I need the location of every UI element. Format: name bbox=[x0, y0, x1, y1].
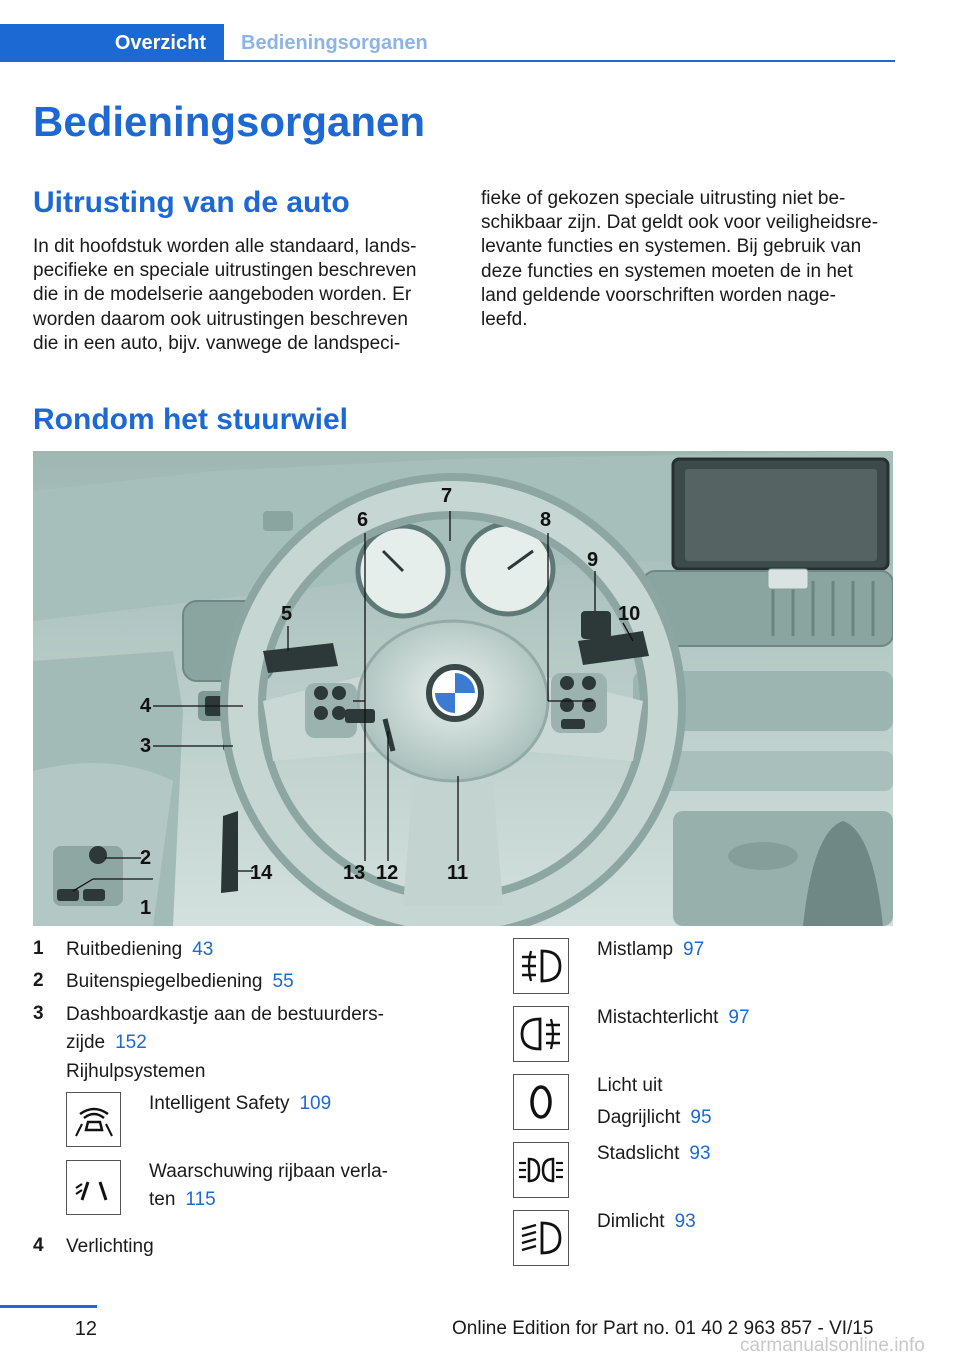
page-ref-link[interactable]: 97 bbox=[683, 939, 705, 960]
legend-label: Licht uit bbox=[597, 1075, 663, 1096]
callout-7: 7 bbox=[441, 485, 453, 507]
tab-bedieningsorganen[interactable]: Bedieningsorganen bbox=[241, 31, 428, 54]
legend-item-1 bbox=[66, 938, 213, 962]
page-ref-link[interactable]: 93 bbox=[674, 1211, 696, 1232]
fog-light-rear-icon bbox=[513, 1006, 569, 1062]
legend-num: 1 bbox=[33, 938, 44, 959]
light-item-fog-front bbox=[597, 938, 704, 962]
legend-label: zijde bbox=[66, 1032, 106, 1053]
light-item-fog-rear bbox=[597, 1006, 750, 1030]
callout-1: 1 bbox=[140, 897, 152, 919]
intro-line: schikbaar zijn. Dat geldt ook voor veiligheidsre- bbox=[481, 212, 879, 234]
callout-12: 12 bbox=[376, 862, 399, 884]
callout-13: 13 bbox=[343, 862, 366, 884]
page-ref-link[interactable]: 97 bbox=[728, 1007, 750, 1028]
page-ref-link[interactable]: 95 bbox=[690, 1107, 712, 1128]
legend-item-4: Verlichting bbox=[66, 1236, 154, 1257]
watermark: carmanualsonline.info bbox=[740, 1335, 925, 1356]
intro-line: pecifieke en speciale uitrustingen beschreven bbox=[33, 260, 417, 282]
legend-label: Buitenspiegelbediening bbox=[66, 971, 263, 992]
intro-line: fieke of gekozen speciale uitrusting niet be- bbox=[481, 188, 846, 209]
legend-label: Intelligent Safety bbox=[149, 1093, 290, 1114]
intro-column-1 bbox=[33, 235, 443, 356]
section-heading-uitrusting: Uitrusting van de auto bbox=[33, 186, 350, 219]
steering-wheel-illustration bbox=[33, 451, 893, 926]
rijhulp-label: Rijhulpsystemen bbox=[66, 1061, 206, 1082]
tab-overzicht[interactable]: Overzicht bbox=[0, 24, 224, 62]
legend-label: Stadslicht bbox=[597, 1143, 680, 1164]
steering-wheel-drawing bbox=[33, 451, 893, 926]
intro-line: levante functies en systemen. Bij gebruik van bbox=[481, 236, 862, 258]
rijhulp-item-safety bbox=[149, 1092, 331, 1116]
legend-label: Dashboardkastje aan de bestuurders- bbox=[66, 1004, 384, 1025]
light-off-icon bbox=[513, 1074, 569, 1130]
intro-line: land geldende voorschriften worden nage- bbox=[481, 284, 836, 306]
light-item-low-beam bbox=[597, 1210, 696, 1234]
callout-8: 8 bbox=[540, 509, 552, 531]
lane-departure-icon bbox=[66, 1160, 121, 1215]
callout-6: 6 bbox=[357, 509, 369, 531]
rijhulp-item-lane bbox=[149, 1160, 429, 1212]
page-ref-link[interactable]: 93 bbox=[689, 1143, 711, 1164]
header-rule bbox=[224, 60, 895, 62]
page-ref-link[interactable]: 55 bbox=[272, 971, 294, 992]
legend-label: Dimlicht bbox=[597, 1211, 665, 1232]
callout-10: 10 bbox=[618, 603, 641, 625]
page-ref-link[interactable]: 152 bbox=[115, 1032, 147, 1053]
intro-line: In dit hoofdstuk worden alle standaard, lands- bbox=[33, 236, 417, 257]
fog-light-front-icon bbox=[513, 938, 569, 994]
legend-label: Ruitbediening bbox=[66, 939, 183, 960]
low-beam-icon bbox=[513, 1210, 569, 1266]
intro-line: worden daarom ook uitrustingen beschreven bbox=[33, 308, 408, 330]
intro-line: deze functies en systemen moeten de in het bbox=[481, 260, 853, 282]
callout-11: 11 bbox=[447, 862, 469, 884]
callout-2: 2 bbox=[140, 847, 152, 869]
footer-rule bbox=[0, 1305, 97, 1308]
intro-line: leefd. bbox=[481, 309, 528, 331]
legend-label: Dagrijlicht bbox=[597, 1107, 681, 1128]
legend-label: ten bbox=[149, 1189, 176, 1210]
legend-num: 3 bbox=[33, 1003, 44, 1024]
parking-light-icon bbox=[513, 1142, 569, 1198]
callout-5: 5 bbox=[281, 603, 293, 625]
callout-3: 3 bbox=[140, 735, 152, 757]
page-number: 12 bbox=[74, 1318, 97, 1340]
intelligent-safety-icon bbox=[66, 1092, 121, 1147]
legend-item-3 bbox=[66, 1003, 446, 1055]
callout-4: 4 bbox=[140, 695, 152, 717]
legend-label: Waarschuwing rijbaan verla- bbox=[149, 1161, 389, 1182]
intro-line: die in de modelserie aangeboden worden. Er bbox=[33, 284, 412, 306]
callout-14: 14 bbox=[250, 862, 273, 884]
light-item-parking bbox=[597, 1142, 711, 1166]
legend-item-2 bbox=[66, 970, 294, 994]
section-heading-stuurwiel: Rondom het stuurwiel bbox=[33, 403, 348, 436]
legend-label: Mistlamp bbox=[597, 939, 674, 960]
intro-line: die in een auto, bijv. vanwege de landspeci- bbox=[33, 332, 401, 354]
edition-info: Online Edition for Part no. 01 40 2 963 857 - VI/15 bbox=[452, 1318, 874, 1339]
callout-9: 9 bbox=[587, 549, 599, 571]
page-ref-link[interactable]: 43 bbox=[192, 939, 214, 960]
legend-num: 2 bbox=[33, 970, 44, 991]
light-item-off bbox=[597, 1074, 712, 1130]
legend-num: 4 bbox=[33, 1235, 44, 1256]
page-ref-link[interactable]: 109 bbox=[299, 1093, 332, 1114]
page-ref-link[interactable]: 115 bbox=[185, 1189, 216, 1210]
page-title: Bedieningsorganen bbox=[33, 98, 426, 145]
intro-column-2 bbox=[481, 187, 901, 332]
legend-label: Mistachterlicht bbox=[597, 1007, 719, 1028]
